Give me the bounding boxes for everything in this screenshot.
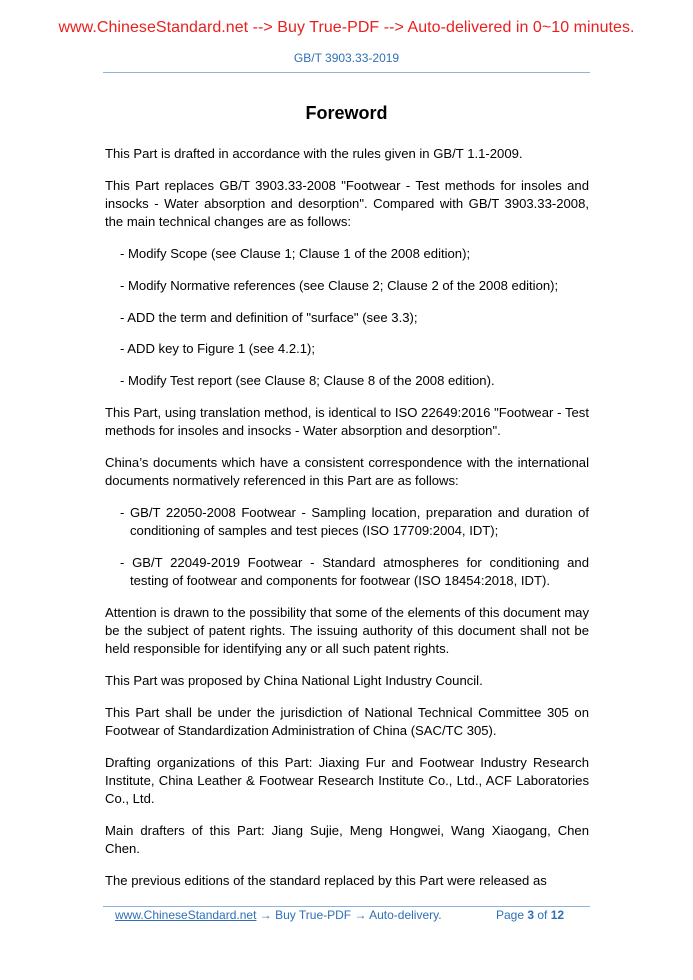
page-label: Page [496,908,528,922]
paragraph-replaces: This Part replaces GB/T 3903.33-2008 "Footwear - Test methods for insoles and insocks - Water absorption and desorption". Compared with GB/T 3903.33-2008, the main technical changes are as follows: [105,177,589,230]
page-total: 12 [550,908,565,922]
paragraph-correspondence: China’s documents which have a consistent correspondence with the international documents normatively referenced in this Part are as follows: [105,454,589,489]
paragraph-patent-notice: Attention is drawn to the possibility that some of the elements of this document may be the subject of patent rights. The issuing authority of this document shall not be held responsible for identifying any or all such patent rights. [105,604,589,657]
paragraph-drafting-rules: This Part is drafted in accordance with the rules given in GB/T 1.1-2009. [105,146,523,161]
footer-divider [103,906,590,907]
standard-number: GB/T 3903.33-2019 [293,51,400,65]
footer-tagline: → Buy True-PDF → Auto-delivery. [256,908,442,922]
list-item-change: - Modify Test report (see Clause 8; Clause 8 of the 2008 edition). [120,373,495,389]
paragraph-drafting-organizations: Drafting organizations of this Part: Jiaxing Fur and Footwear Industry Research Institute, China Leather & Footwear Research Institute Co., Ltd., ACF Laboratories Co., Ltd. [105,754,589,807]
paragraph-identical-iso: This Part, using translation method, is identical to ISO 22649:2016 "Footwear - Test methods for insoles and insocks - Water absorption and desorption". [105,404,589,439]
page-indicator [496,908,564,922]
footer-link-group [115,908,442,922]
footer-site-link[interactable]: www.ChineseStandard.net [115,908,257,922]
paragraph-main-drafters: Main drafters of this Part: Jiang Sujie, Meng Hongwei, Wang Xiaogang, Chen Chen. [105,823,589,857]
header-divider [103,72,590,73]
list-item-change: - ADD key to Figure 1 (see 4.2.1); [120,341,316,357]
paragraph-jurisdiction: This Part shall be under the jurisdiction of National Technical Committee 305 on Footwear of Standardization Administration of China (SAC/TC 305). [105,704,589,739]
document-body [105,145,589,904]
paragraph-previous-editions: The previous editions of the standard replaced by this Part were released as [105,873,547,889]
paragraph-proposed-by: This Part was proposed by China National Light Industry Council. [105,673,483,689]
list-item-change: - ADD the term and definition of "surface" (see 3.3); [120,309,418,325]
page-title: Foreword [305,103,388,123]
list-item-reference: - GB/T 22050-2008 Footwear - Sampling location, preparation and duration of conditioning of samples and test pieces (ISO 17709:2004, IDT); [120,504,589,539]
page-current: 3 [527,908,535,922]
list-item-change: - Modify Normative references (see Clause 2; Clause 2 of the 2008 edition); [120,277,559,293]
list-item-change: - Modify Scope (see Clause 1; Clause 1 of the 2008 edition); [120,246,471,261]
page-of: of [534,908,551,922]
top-banner[interactable]: www.ChineseStandard.net --> Buy True-PDF --> Auto-delivered in 0~10 minutes. [58,19,635,36]
list-item-reference: - GB/T 22049-2019 Footwear - Standard atmospheres for conditioning and testing of footwear and components for footwear (ISO 18454:2018, IDT). [120,554,589,589]
